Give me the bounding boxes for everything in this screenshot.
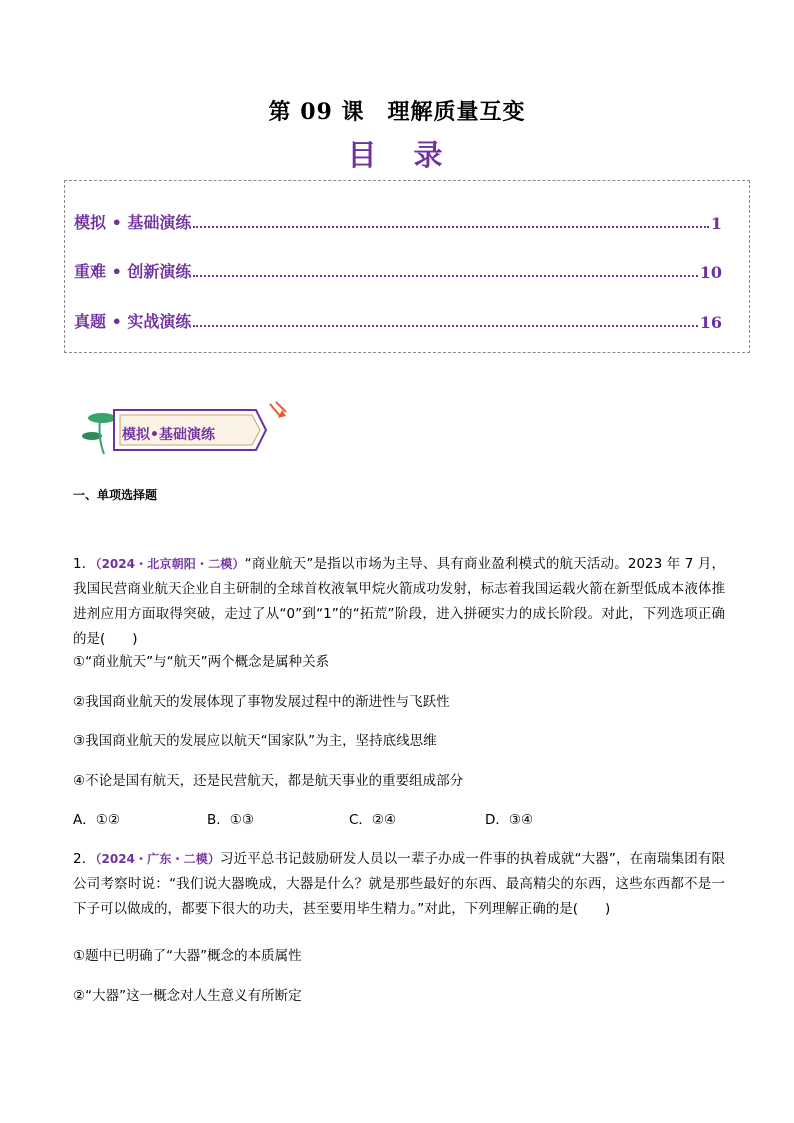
choice-a[interactable]: A．①② <box>73 812 120 828</box>
toc-leader-dots <box>193 324 697 327</box>
table-of-contents <box>64 180 750 353</box>
question-source: （2024・北京朝阳・二模） <box>95 557 245 571</box>
choice-b[interactable]: B．①③ <box>207 812 254 828</box>
question-1-choices <box>73 808 593 832</box>
question-2-stem: 2．（2024・广东・二模）习近平总书记鼓励研发人员以一辈子办成一件事的执着成就“大器”，在南瑞集团有限公司考察时说：“我们说大器晚成，大器是什么？就是那些最好的东西、最高精尖的东西，这些东西都不是一下子可以做成的，都要下很大的功夫，甚至要用毕生精力。”对此，下列理解正确的是( ) <box>73 851 725 917</box>
toc-item[interactable] <box>74 258 722 282</box>
toc-item-label: 模拟 • 基础演练 <box>74 213 192 232</box>
question-1-option: ②我国商业航天的发展体现了事物发展过程中的渐进性与飞跃性 <box>73 694 450 710</box>
toc-item-page: 10 <box>699 263 722 282</box>
question-1-option: ①“商业航天”与“航天”两个概念是属种关系 <box>73 654 330 670</box>
choice-c[interactable]: C．②④ <box>349 812 397 828</box>
choice-d[interactable]: D．③④ <box>485 812 534 828</box>
toc-item-label: 重难 • 创新演练 <box>74 262 192 281</box>
question-source: （2024・广东・二模） <box>95 852 220 866</box>
toc-item[interactable] <box>74 209 722 233</box>
section-title: 一、单项选择题 <box>73 488 158 502</box>
question-1-option: ③我国商业航天的发展应以航天“国家队”为主，坚持底线思维 <box>73 733 437 749</box>
question-2-option: ②“大器”这一概念对人生意义有所断定 <box>73 988 302 1004</box>
question-2-option: ①题中已明确了“大器”概念的本质属性 <box>73 948 302 964</box>
page-title: 第 09 课 理解质量互变 <box>268 99 526 125</box>
toc-heading: 目 录 <box>347 138 447 172</box>
toc-item-page: 16 <box>699 313 722 332</box>
toc-leader-dots <box>193 274 697 277</box>
question-1-stem: 1．（2024・北京朝阳・二模）“商业航天”是指以市场为主导、具有商业盈利模式的航天活动。2023 年 7 月，我国民营商业航天企业自主研制的全球首枚液氧甲烷火箭成功发射，标志着我国运载火箭在新型低成本液体推进剂应用方面取得突破，走过了从“0”到“1”的“拓荒”阶段，进入拼硬实力的成长阶段。对此，下列选项正确的是( ) <box>73 556 725 647</box>
leaf-icon <box>88 413 116 423</box>
toc-item-page: 1 <box>710 214 722 233</box>
toc-item-label: 真题 • 实战演练 <box>74 312 192 331</box>
question-1-option: ④不论是国有航天，还是民营航天，都是航天事业的重要组成部分 <box>73 773 464 789</box>
toc-item[interactable] <box>74 308 722 332</box>
toc-leader-dots <box>193 225 708 228</box>
banner-label: 模拟•基础演练 <box>122 427 215 443</box>
